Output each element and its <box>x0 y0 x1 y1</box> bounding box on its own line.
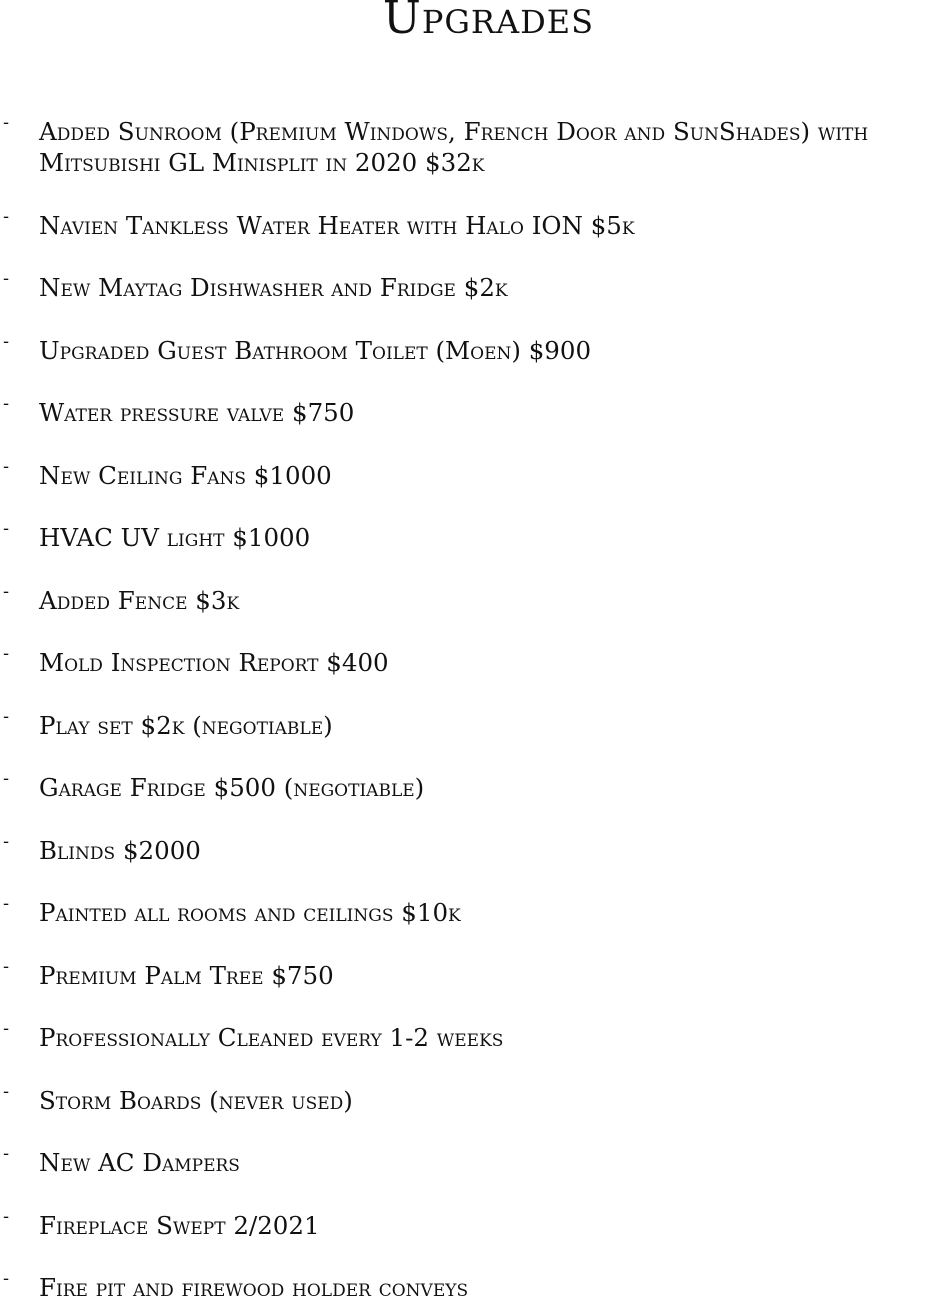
list-item-text: Painted all rooms and ceilings $10k <box>39 898 461 927</box>
bullet-dash: - <box>3 206 10 227</box>
bullet-dash: - <box>3 706 10 727</box>
list-item-text: New AC Dampers <box>39 1148 240 1177</box>
list-item-text: Navien Tankless Water Heater with Halo ION $5k <box>39 211 635 240</box>
bullet-dash: - <box>3 456 10 477</box>
bullet-dash: - <box>3 112 10 133</box>
list-item-text: Garage Fridge $500 (negotiable) <box>39 773 425 802</box>
list-item-text: New Ceiling Fans $1000 <box>39 461 332 490</box>
list-item-text: HVAC UV light $1000 <box>39 523 311 552</box>
bullet-dash: - <box>3 331 10 352</box>
bullet-dash: - <box>3 268 10 289</box>
list-item-text: Professionally Cleaned every 1-2 weeks <box>39 1023 504 1052</box>
bullet-dash: - <box>3 1206 10 1227</box>
list-item-line: Added Sunroom (Premium Windows, French Door and SunShades) with <box>39 117 869 146</box>
bullet-dash: - <box>3 831 10 852</box>
list-item-text: New Maytag Dishwasher and Fridge $2k <box>39 273 508 302</box>
list-item-text: Play set $2k (negotiable) <box>39 711 333 740</box>
bullet-dash: - <box>3 1268 10 1289</box>
bullet-dash: - <box>3 956 10 977</box>
bullet-dash: - <box>3 643 10 664</box>
list-item-text: Blinds $2000 <box>39 836 201 865</box>
bullet-dash: - <box>3 581 10 602</box>
page-title: Upgrades <box>382 0 595 44</box>
list-item-text: Fire pit and firewood holder conveys <box>39 1273 469 1302</box>
bullet-dash: - <box>3 518 10 539</box>
list-item-text: Water pressure valve $750 <box>39 398 355 427</box>
bullet-dash: - <box>3 768 10 789</box>
list-item-text: Fireplace Swept 2/2021 <box>39 1211 320 1240</box>
list-item-text: Storm Boards (never used) <box>39 1086 353 1115</box>
list-item-text: Added Fence $3k <box>39 586 240 615</box>
bullet-dash: - <box>3 393 10 414</box>
bullet-dash: - <box>3 1143 10 1164</box>
list-item-text <box>39 116 868 178</box>
list-item-text: Mold Inspection Report $400 <box>39 648 389 677</box>
list-item-line: Mitsubishi GL Minisplit in 2020 $32k <box>39 148 485 177</box>
list-item-text: Premium Palm Tree $750 <box>39 961 334 990</box>
bullet-dash: - <box>3 1018 10 1039</box>
list-item-text: Upgraded Guest Bathroom Toilet (Moen) $900 <box>39 336 592 365</box>
bullet-dash: - <box>3 1081 10 1102</box>
bullet-dash: - <box>3 893 10 914</box>
